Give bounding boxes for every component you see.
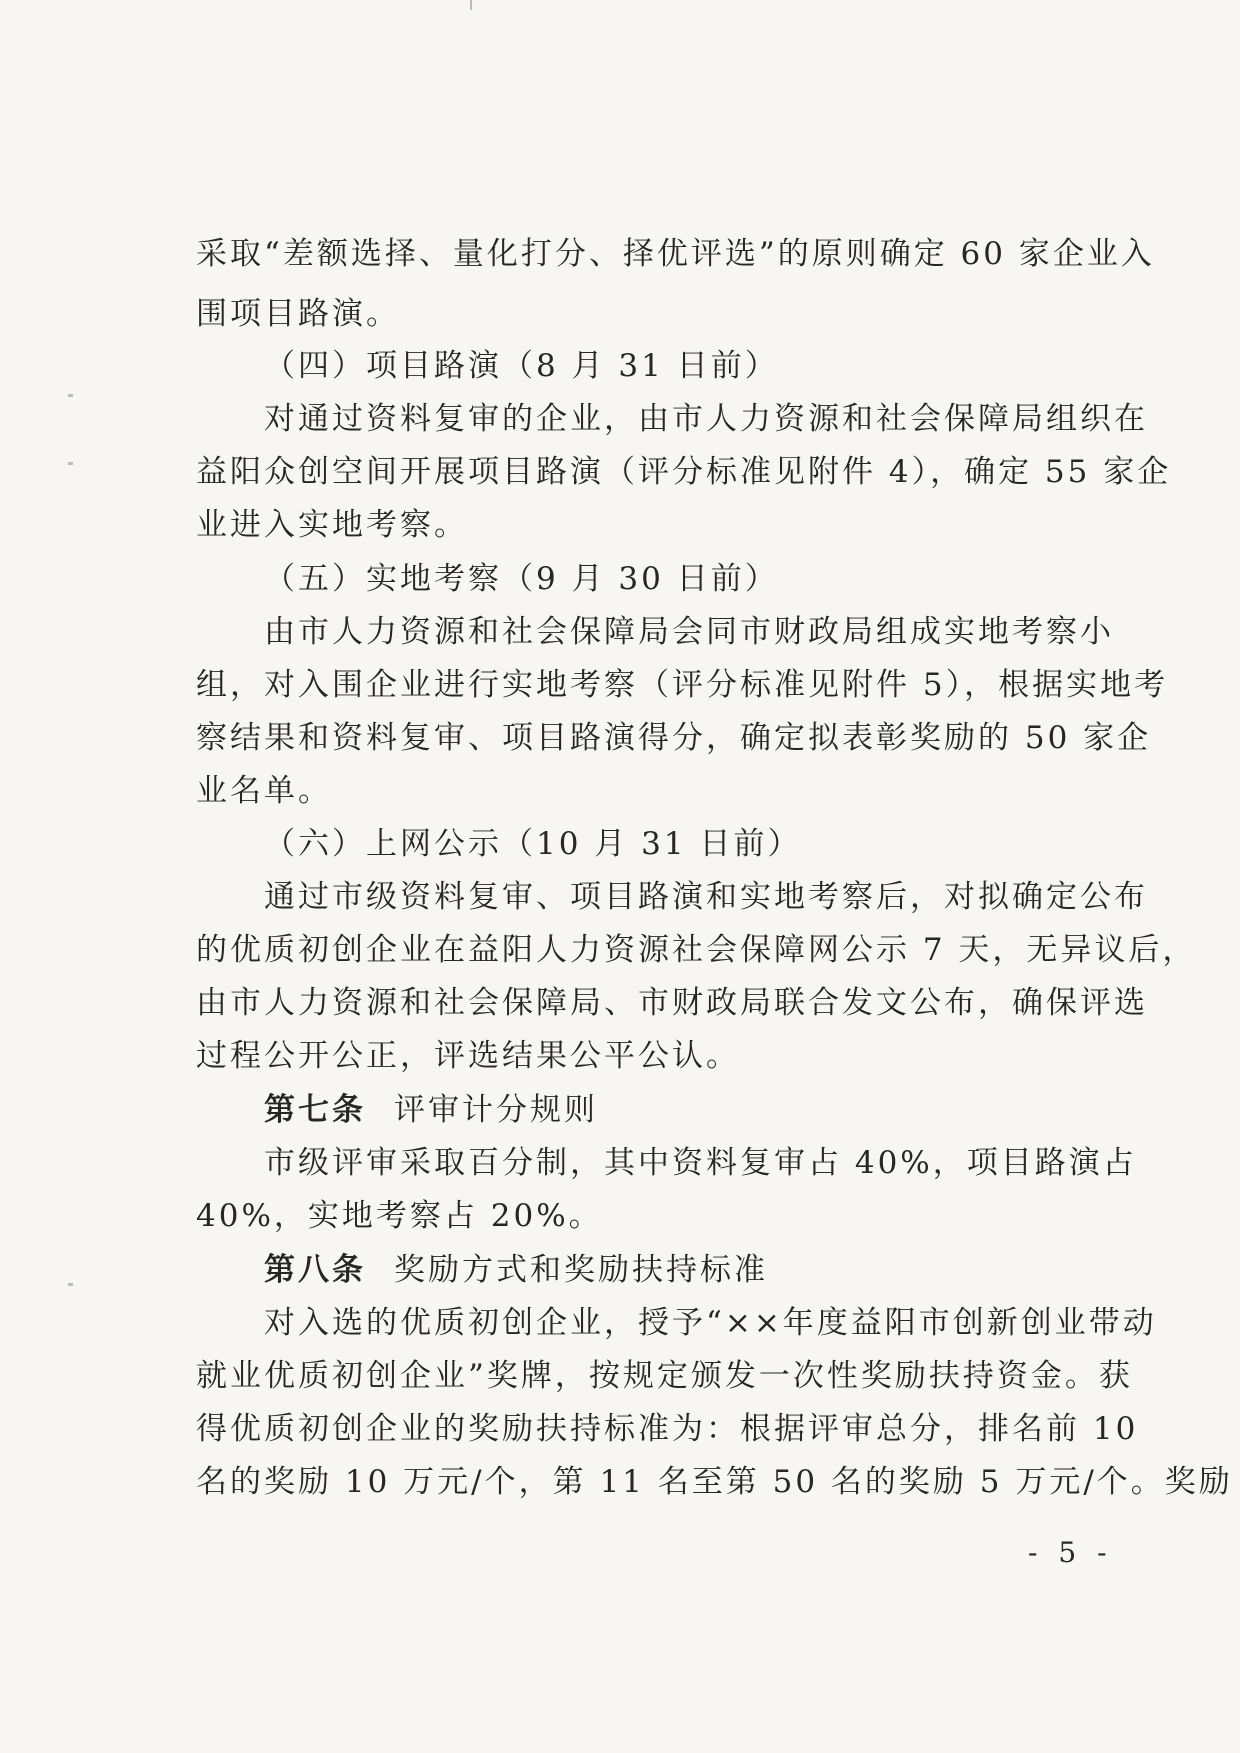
text-line: 组，对入围企业进行实地考察（评分标准见附件 5），根据实地考 — [196, 667, 1169, 703]
section-heading-five: （五）实地考察（9 月 30 日前） — [264, 561, 779, 597]
section-heading-four: （四）项目路演（8 月 31 日前） — [264, 348, 779, 384]
page-number: - 5 - — [1028, 1536, 1113, 1569]
article-eight-number: 第八条 — [264, 1252, 366, 1288]
text-line: 就业优质初创企业”奖牌，按规定颁发一次性奖励扶持资金。获 — [196, 1358, 1133, 1394]
scan-mark-top — [470, 0, 472, 10]
section-heading-six: （六）上网公示（10 月 31 日前） — [264, 826, 802, 862]
article-eight-title: 奖励方式和奖励扶持标准 — [394, 1252, 768, 1288]
text-line: 通过市级资料复审、项目路演和实地考察后，对拟确定公布 — [264, 879, 1148, 915]
scan-mark-left-2 — [68, 462, 73, 465]
text-line: 益阳众创空间开展项目路演（评分标准见附件 4），确定 55 家企 — [196, 454, 1172, 490]
text-line: 业名单。 — [196, 773, 332, 809]
text-line: 察结果和资料复审、项目路演得分，确定拟表彰奖励的 50 家企 — [196, 720, 1152, 756]
text-line: 的优质初创企业在益阳人力资源社会保障网公示 7 天，无异议后， — [196, 932, 1197, 968]
text-line: 得优质初创企业的奖励扶持标准为：根据评审总分，排名前 10 — [196, 1411, 1139, 1447]
text-line: 对入选的优质初创企业，授予“××年度益阳市创新创业带动 — [264, 1305, 1157, 1341]
text-line: 业进入实地考察。 — [196, 507, 468, 543]
article-seven-title: 评审计分规则 — [394, 1092, 598, 1128]
text-line: 由市人力资源和社会保障局会同市财政局组成实地考察小 — [264, 614, 1114, 650]
article-seven-heading — [264, 1090, 1144, 1130]
text-line: 由市人力资源和社会保障局、市财政局联合发文公布，确保评选 — [196, 985, 1148, 1021]
text-line: 围项目路演。 — [196, 296, 400, 332]
scan-mark-left-3 — [68, 1283, 73, 1286]
text-line: 市级评审采取百分制，其中资料复审占 40%，项目路演占 — [264, 1145, 1137, 1181]
article-seven-number: 第七条 — [264, 1092, 366, 1128]
text-line: 对通过资料复审的企业，由市人力资源和社会保障局组织在 — [264, 401, 1148, 437]
scan-mark-left-1 — [68, 394, 73, 397]
text-line: 过程公开公正，评选结果公平公认。 — [196, 1038, 740, 1074]
text-line: 40%，实地考察占 20%。 — [196, 1198, 603, 1234]
text-line: 名的奖励 10 万元/个，第 11 名至第 50 名的奖励 5 万元/个。奖励 — [196, 1464, 1233, 1500]
article-eight-heading — [264, 1250, 1144, 1290]
text-line: 采取“差额选择、量化打分、择优评选”的原则确定 60 家企业入 — [196, 236, 1155, 272]
